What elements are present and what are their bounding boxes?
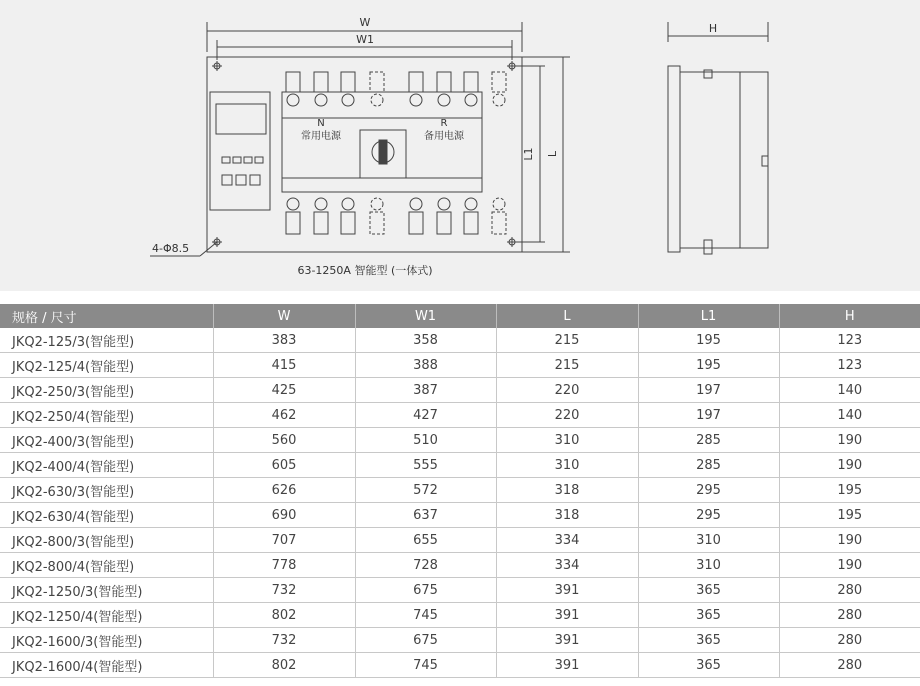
table-body — [0, 328, 920, 678]
value-cell: 215 — [496, 353, 638, 378]
value-cell: 334 — [496, 553, 638, 578]
table-row — [0, 553, 920, 578]
value-cell: 318 — [496, 503, 638, 528]
model-cell: JKQ2-125/3(智能型) — [0, 328, 213, 353]
value-cell: 215 — [496, 328, 638, 353]
table-row — [0, 503, 920, 528]
dim-l1-label: L1 — [522, 147, 535, 161]
dimension-drawing-panel — [0, 0, 920, 291]
model-cell: JKQ2-800/3(智能型) — [0, 528, 213, 553]
value-cell: 190 — [779, 553, 920, 578]
value-cell: 197 — [638, 378, 779, 403]
table-row — [0, 478, 920, 503]
value-cell: 285 — [638, 428, 779, 453]
value-cell: 675 — [355, 578, 496, 603]
value-cell: 318 — [496, 478, 638, 503]
value-cell: 802 — [213, 653, 355, 678]
table-row — [0, 603, 920, 628]
value-cell: 555 — [355, 453, 496, 478]
value-cell: 190 — [779, 528, 920, 553]
value-cell: 728 — [355, 553, 496, 578]
table-row — [0, 378, 920, 403]
table-row — [0, 528, 920, 553]
value-cell: 365 — [638, 653, 779, 678]
normal-source-letter: N — [317, 118, 325, 129]
dim-h-label: H — [708, 22, 718, 35]
value-cell: 280 — [779, 653, 920, 678]
value-cell: 626 — [213, 478, 355, 503]
value-cell: 560 — [213, 428, 355, 453]
value-cell: 295 — [638, 478, 779, 503]
value-cell: 220 — [496, 378, 638, 403]
header-w: W — [213, 304, 355, 328]
value-cell: 280 — [779, 603, 920, 628]
value-cell: 425 — [213, 378, 355, 403]
dim-w1-label: W1 — [356, 33, 374, 46]
value-cell: 280 — [779, 628, 920, 653]
value-cell: 655 — [355, 528, 496, 553]
value-cell: 802 — [213, 603, 355, 628]
value-cell: 745 — [355, 603, 496, 628]
standby-source-letter: R — [440, 118, 448, 129]
value-cell: 190 — [779, 428, 920, 453]
value-cell: 358 — [355, 328, 496, 353]
value-cell: 732 — [213, 628, 355, 653]
value-cell: 285 — [638, 453, 779, 478]
table-row — [0, 353, 920, 378]
mounting-holes-label: 4-Φ8.5 — [152, 242, 190, 255]
model-cell: JKQ2-250/4(智能型) — [0, 403, 213, 428]
value-cell: 462 — [213, 403, 355, 428]
value-cell: 391 — [496, 603, 638, 628]
dim-l-label: L — [546, 150, 559, 158]
value-cell: 778 — [213, 553, 355, 578]
header-w1: W1 — [355, 304, 496, 328]
value-cell: 690 — [213, 503, 355, 528]
table-row — [0, 328, 920, 353]
value-cell: 140 — [779, 378, 920, 403]
value-cell: 197 — [638, 403, 779, 428]
model-cell: JKQ2-630/4(智能型) — [0, 503, 213, 528]
table-row — [0, 453, 920, 478]
dim-w-label: W — [359, 16, 371, 29]
value-cell: 391 — [496, 653, 638, 678]
table-row — [0, 578, 920, 603]
drawing-caption: 63-1250A 智能型 (一体式) — [297, 264, 433, 277]
standby-source-label: 备用电源 — [424, 131, 464, 142]
value-cell: 365 — [638, 628, 779, 653]
value-cell: 605 — [213, 453, 355, 478]
table-row — [0, 403, 920, 428]
value-cell: 310 — [638, 553, 779, 578]
table-row — [0, 653, 920, 678]
value-cell: 675 — [355, 628, 496, 653]
value-cell: 365 — [638, 578, 779, 603]
value-cell: 388 — [355, 353, 496, 378]
value-cell: 365 — [638, 603, 779, 628]
value-cell: 732 — [213, 578, 355, 603]
model-cell: JKQ2-125/4(智能型) — [0, 353, 213, 378]
model-cell: JKQ2-630/3(智能型) — [0, 478, 213, 503]
value-cell: 140 — [779, 403, 920, 428]
model-cell: JKQ2-1600/4(智能型) — [0, 653, 213, 678]
value-cell: 295 — [638, 503, 779, 528]
value-cell: 195 — [779, 503, 920, 528]
header-l1: L1 — [638, 304, 779, 328]
value-cell: 195 — [638, 328, 779, 353]
value-cell: 310 — [496, 428, 638, 453]
table-row — [0, 628, 920, 653]
value-cell: 310 — [638, 528, 779, 553]
model-cell: JKQ2-400/4(智能型) — [0, 453, 213, 478]
value-cell: 391 — [496, 578, 638, 603]
switch-outline-drawing — [0, 0, 920, 291]
table-header-row — [0, 304, 920, 328]
value-cell: 427 — [355, 403, 496, 428]
table-row — [0, 428, 920, 453]
model-cell: JKQ2-1600/3(智能型) — [0, 628, 213, 653]
value-cell: 415 — [213, 353, 355, 378]
model-cell: JKQ2-1250/3(智能型) — [0, 578, 213, 603]
header-spec: 规格 / 尺寸 — [0, 304, 213, 328]
value-cell: 387 — [355, 378, 496, 403]
dimension-spec-table — [0, 304, 920, 678]
model-cell: JKQ2-1250/4(智能型) — [0, 603, 213, 628]
value-cell: 190 — [779, 453, 920, 478]
value-cell: 280 — [779, 578, 920, 603]
header-h: H — [779, 304, 920, 328]
value-cell: 572 — [355, 478, 496, 503]
value-cell: 510 — [355, 428, 496, 453]
header-l: L — [496, 304, 638, 328]
value-cell: 220 — [496, 403, 638, 428]
value-cell: 195 — [779, 478, 920, 503]
value-cell: 391 — [496, 628, 638, 653]
model-cell: JKQ2-250/3(智能型) — [0, 378, 213, 403]
value-cell: 310 — [496, 453, 638, 478]
value-cell: 745 — [355, 653, 496, 678]
value-cell: 334 — [496, 528, 638, 553]
value-cell: 195 — [638, 353, 779, 378]
value-cell: 123 — [779, 328, 920, 353]
value-cell: 707 — [213, 528, 355, 553]
normal-source-label: 常用电源 — [301, 131, 341, 142]
model-cell: JKQ2-800/4(智能型) — [0, 553, 213, 578]
value-cell: 383 — [213, 328, 355, 353]
model-cell: JKQ2-400/3(智能型) — [0, 428, 213, 453]
value-cell: 123 — [779, 353, 920, 378]
value-cell: 637 — [355, 503, 496, 528]
